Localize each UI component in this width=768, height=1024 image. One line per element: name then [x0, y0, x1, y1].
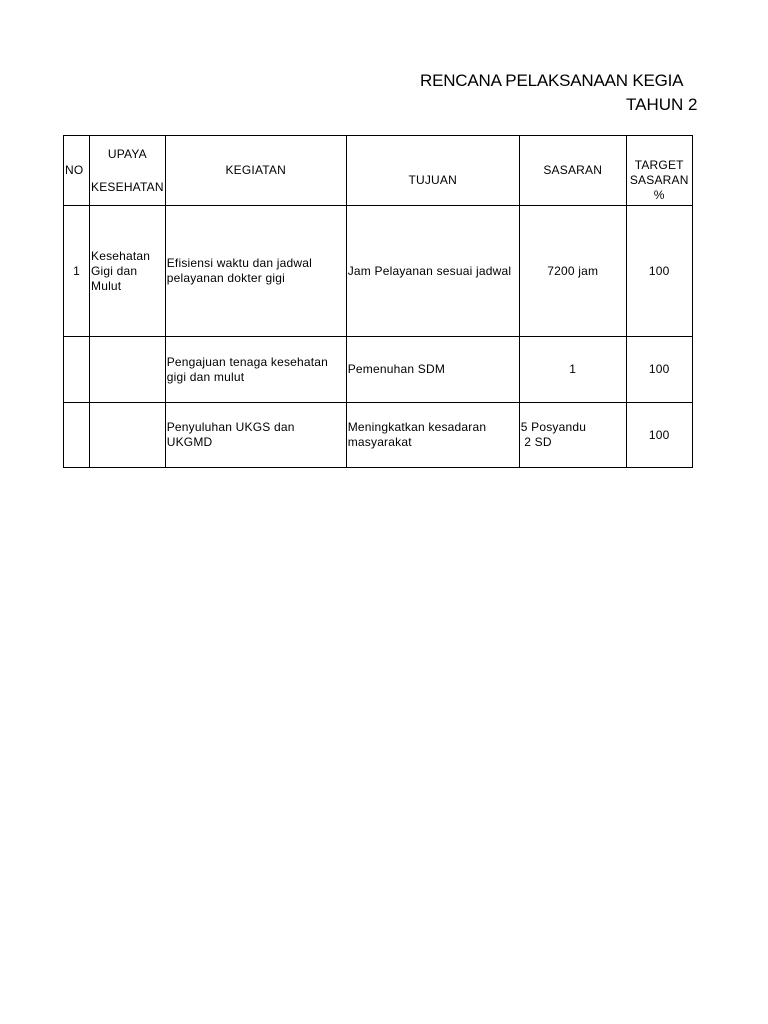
header-tujuan-label: TUJUAN: [408, 173, 457, 187]
row-sasaran: 5 Posyandu 2 SD: [519, 403, 626, 468]
document-subtitle-year: TAHUN 2: [626, 95, 698, 114]
row-tujuan: Pemenuhan SDM: [346, 337, 519, 403]
header-sasaran: SASARAN: [519, 136, 626, 206]
row-no: [64, 403, 90, 468]
row-upaya: [90, 337, 166, 403]
row-target: 100: [626, 403, 692, 468]
row-target: 100: [626, 337, 692, 403]
row-tujuan: Meningkatkan kesadaran masyarakat: [346, 403, 519, 468]
header-target-sasaran: [626, 136, 692, 206]
row-tujuan: Jam Pelayanan sesuai jadwal: [346, 206, 519, 337]
table-row: [64, 403, 693, 468]
document-title: RENCANA PELAKSANAAN KEGIA: [420, 71, 684, 90]
row-target: 100: [626, 206, 692, 337]
header-kegiatan: KEGIATAN: [165, 136, 346, 206]
row-upaya: Kesehatan Gigi dan Mulut: [90, 206, 166, 337]
header-target-label: TARGET SASARAN %: [629, 157, 689, 202]
table-row: [64, 206, 693, 337]
row-kegiatan: Penyuluhan UKGS dan UKGMD: [165, 403, 346, 468]
row-no: [64, 337, 90, 403]
header-no: NO: [64, 136, 90, 206]
header-tujuan: [346, 136, 519, 206]
row-kegiatan: Efisiensi waktu dan jadwal pelayanan dokter gigi: [165, 206, 346, 337]
header-upaya-kesehatan: [90, 136, 166, 206]
row-kegiatan: Pengajuan tenaga kesehatan gigi dan mulut: [165, 337, 346, 403]
row-sasaran: 7200 jam: [519, 206, 626, 337]
table-row: [64, 337, 693, 403]
table-header-row: [64, 136, 693, 206]
row-sasaran: 1: [519, 337, 626, 403]
activity-plan-table: [63, 135, 693, 468]
header-upaya-line2: KESEHATAN: [91, 179, 164, 194]
row-no: 1: [64, 206, 90, 337]
header-upaya-line1: UPAYA: [107, 146, 147, 161]
row-upaya: [90, 403, 166, 468]
